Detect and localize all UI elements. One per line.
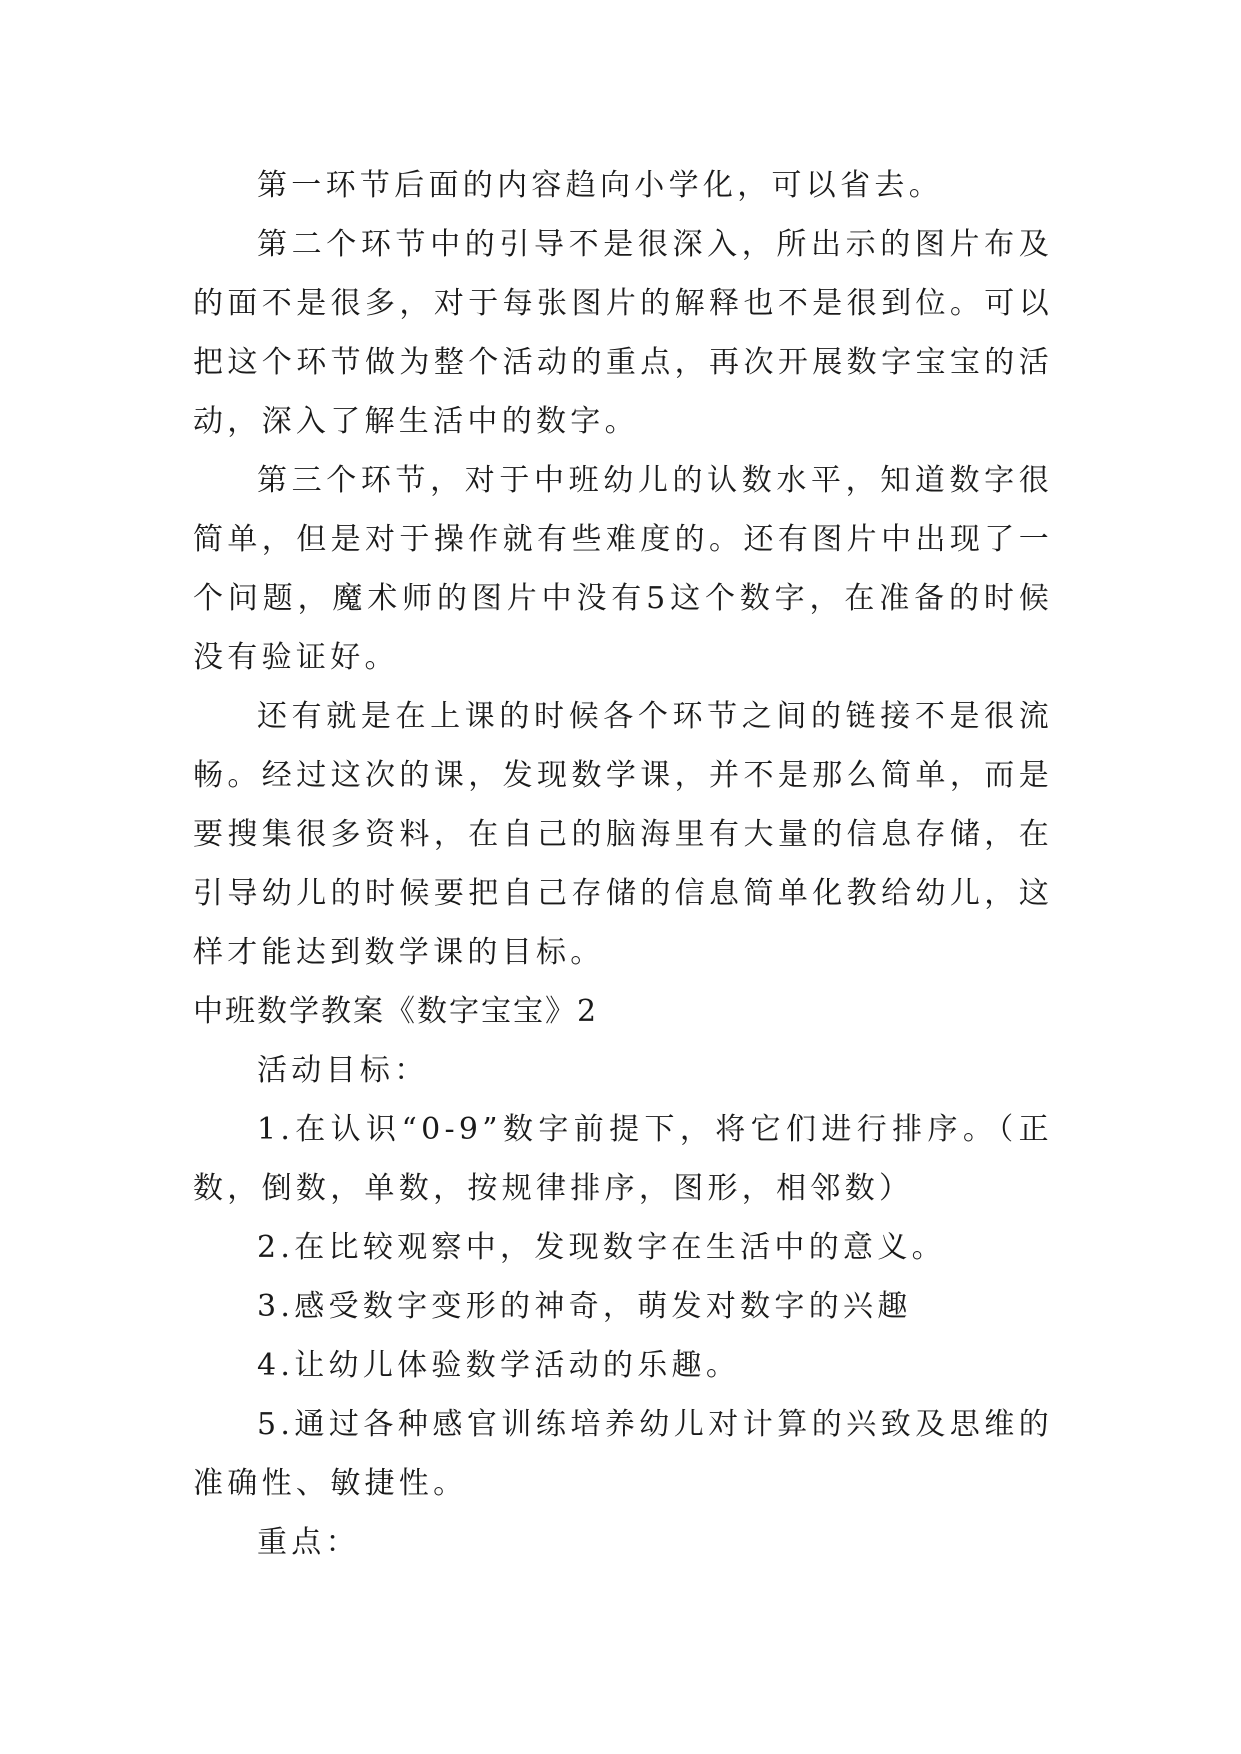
goal-item-5: 5.通过各种感官训练培养幼儿对计算的兴致及思维的准确性、敏捷性。 [193, 1407, 1053, 1501]
goal-item-2: 2.在比较观察中，发现数字在生活中的意义。 [257, 1230, 946, 1265]
paragraph-1: 第一环节后面的内容趋向小学化，可以省去。 [257, 168, 943, 203]
paragraph-2: 第二个环节中的引导不是很深入，所出示的图片布及的面不是很多，对于每张图片的解释也不是很到位。可以把这个环节做为整个活动的重点，再次开展数字宝宝的活动，深入了解生活中的数字。 [193, 227, 1053, 439]
goal-item-1: 1.在认识“0-9”数字前提下，将它们进行排序。（正数，倒数，单数，按规律排序，图形，相邻数） [193, 1112, 1053, 1206]
paragraph-3: 第三个环节，对于中班幼儿的认数水平，知道数字很简单，但是对于操作就有些难度的。还有图片中出现了一个问题，魔术师的图片中没有5这个数字，在准备的时候没有验证好。 [193, 463, 1053, 675]
goal-item-3: 3.感受数字变形的神奇，萌发对数字的兴趣 [257, 1289, 912, 1324]
section-title: 中班数学教案《数字宝宝》2 [193, 994, 599, 1029]
goal-item-4: 4.让幼儿体验数学活动的乐趣。 [257, 1348, 741, 1383]
paragraph-4: 还有就是在上课的时候各个环节之间的链接不是很流畅。经过这次的课，发现数学课，并不是那么简单，而是要搜集很多资料，在自己的脑海里有大量的信息存储，在引导幼儿的时候要把自己存储的信息简单化教给幼儿，这样才能达到数学课的目标。 [193, 699, 1053, 970]
document-page [193, 156, 1053, 1572]
key-points-label: 重点： [257, 1525, 360, 1560]
goals-label: 活动目标： [257, 1053, 429, 1088]
